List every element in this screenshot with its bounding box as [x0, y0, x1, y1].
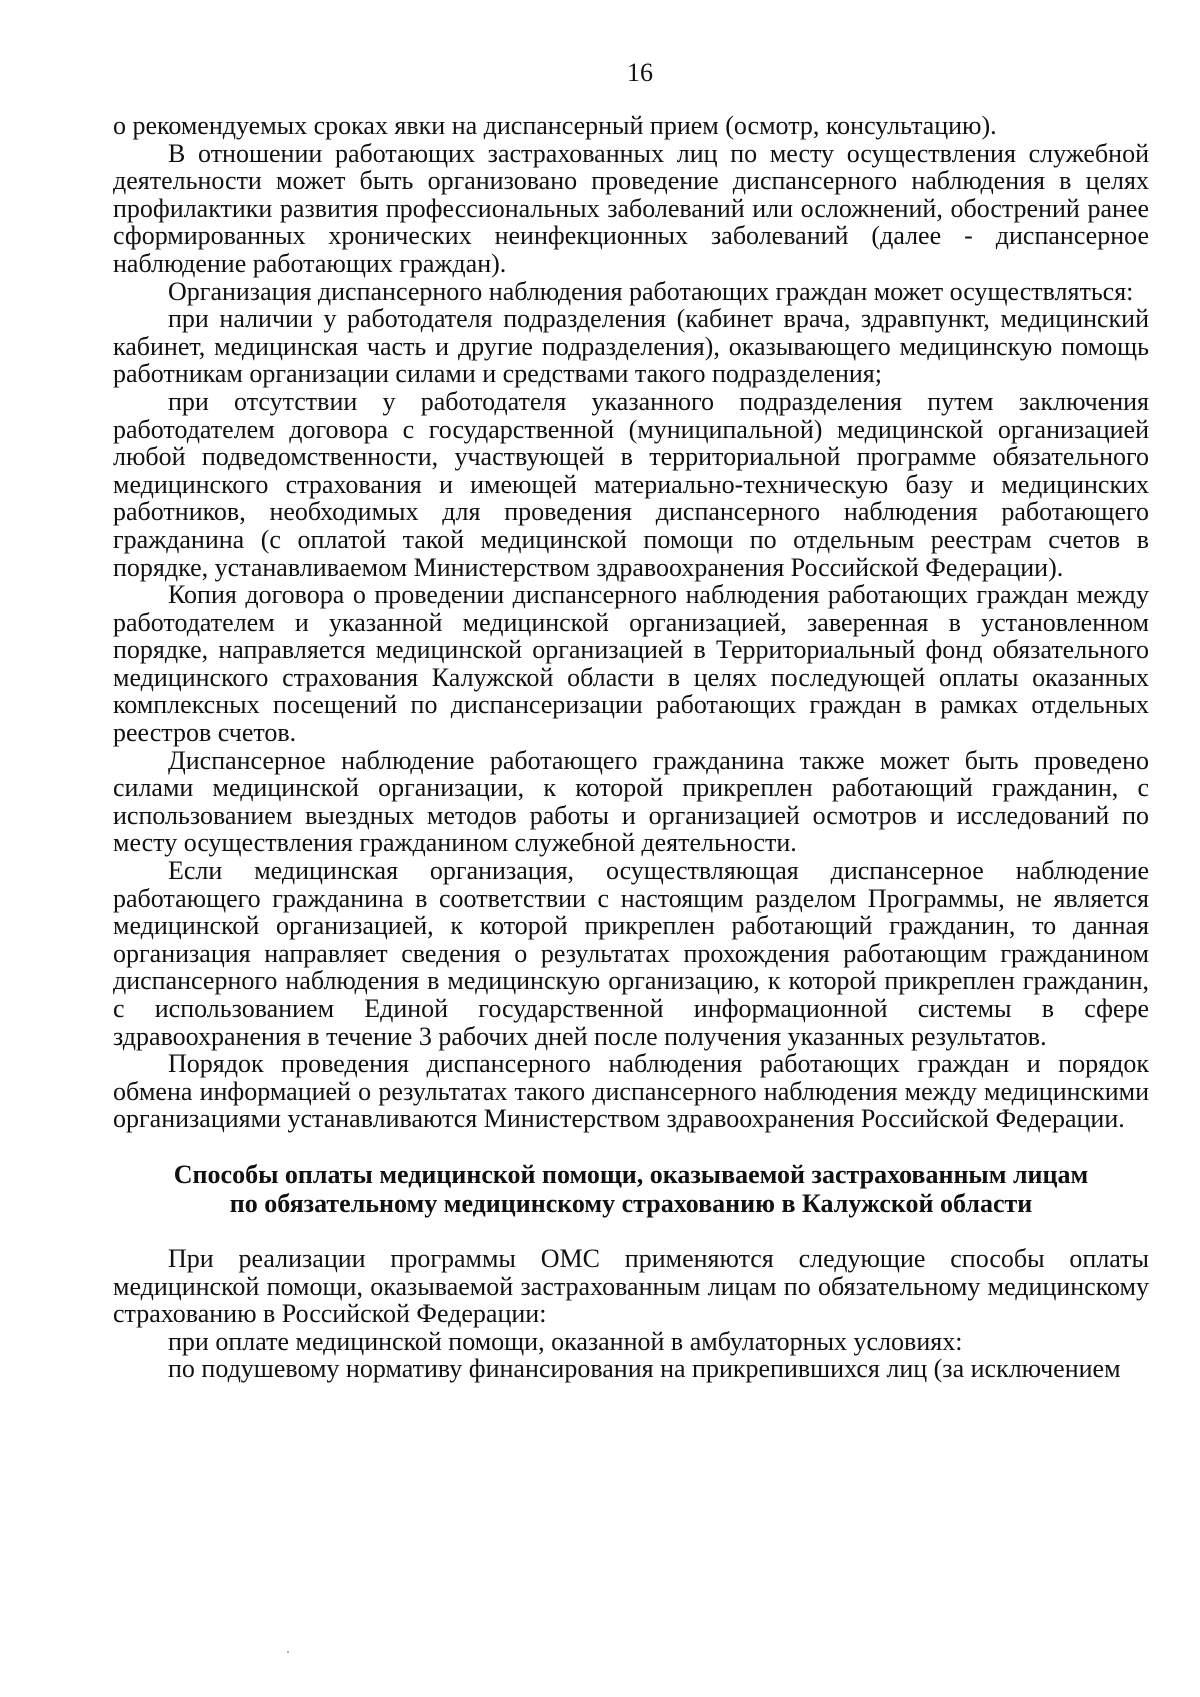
paragraph-no-unit: при отсутствии у работодателя указанного подразделения путем заключения работодателем договора с государственной (муниципальной) медицинской организацией любой подведомственности, участвующей в территориальной программе обязательного медицинского страхования и имеющей материально-техническую базу и медицинских работников, необходимых для проведения диспансерного наблюдения работающего гражданина (с оплатой такой медицинской помощи по отдельным реестрам счетов в порядке, устанавливаемом Министерством здравоохранения Российской Федерации). [113, 386, 1149, 582]
paragraph-contract-copy: Копия договора о проведении диспансерного наблюдения работающих граждан между работодателем и указанной медицинской организацией, заверенная в установленном порядке, направляется медицинской организацией в Территориальный фонд обязательного медицинского страхования Калужской области в целях последующей оплаты оказанных комплексных посещений по диспансеризации работающих граждан в рамках отдельных реестров счетов. [113, 580, 1149, 748]
spacer [113, 1218, 1149, 1245]
paragraph-continuation: о рекомендуемых сроках явки на диспансерный прием (осмотр, консультацию). [113, 111, 997, 140]
paragraph-results-transfer: Если медицинская организация, осуществляющая диспансерное наблюдение работающего гражданина в соответствии с настоящим разделом Программы, не является медицинской организацией, к которой прикреплен работающий гражданин, то данная организация направляет сведения о результатах прохождения работающим гражданином диспансерного наблюдения в медицинскую организацию, к которой прикреплен гражданин, с использованием Единой государственной информационной системы в сфере здравоохранения в течение 3 рабочих дней после получения указанных результатов. [113, 856, 1149, 1051]
section-heading [113, 1160, 1149, 1218]
paragraph-attached-organization: Диспансерное наблюдение работающего гражданина также может быть проведено силами медицинской организации, к которой прикреплен работающий гражданин, с использованием выездных методов работы и организацией осмотров и исследований по месту осуществления гражданином служебной деятельности. [113, 745, 1149, 858]
paragraph-payment-methods: При реализации программы ОМС применяются следующие способы оплаты медицинской помощи, оказываемой застрахованным лицам по обязательному медицинскому страхованию в Российской Федерации: [113, 1243, 1149, 1329]
scan-speck [287, 1651, 289, 1653]
paragraph-organization: Организация диспансерного наблюдения работающих граждан может осуществляться: [168, 276, 1134, 306]
document-body [113, 112, 1149, 1383]
paragraph-per-capita: по подушевому нормативу финансирования на прикрепившихся лиц (за исключением [168, 1354, 1121, 1384]
section-heading-line-1: Способы оплаты медицинской помощи, оказываемой застрахованным лицам [173, 1159, 1089, 1189]
paragraph-employer-unit: при наличии у работодателя подразделения (кабинет врача, здравпункт, медицинский кабинет, медицинская часть и другие подразделения), оказывающего медицинскую помощь работникам организации силами и средствами такого подразделения; [113, 304, 1149, 389]
spacer [113, 1133, 1149, 1160]
paragraph-outpatient: при оплате медицинской помощи, оказанной в амбулаторных условиях: [168, 1326, 963, 1356]
paragraph-working-persons: В отношении работающих застрахованных лиц по месту осуществления служебной деятельности может быть организовано проведение диспансерного наблюдения в целях профилактики развития профессиональных заболеваний или осложнений, обострений ранее сформированных хронических неинфекционных заболеваний (далее - диспансерное наблюдение работающих граждан). [113, 138, 1149, 278]
page-number: 16 [627, 58, 653, 87]
paragraph-procedure: Порядок проведения диспансерного наблюдения работающих граждан и порядок обмена информацией о результатах такого диспансерного наблюдения между медицинскими организациями устанавливаются Министерством здравоохранения Российской Федерации. [113, 1049, 1149, 1134]
section-heading-line-2: по обязательному медицинскому страхованию в Калужской области [229, 1188, 1033, 1218]
